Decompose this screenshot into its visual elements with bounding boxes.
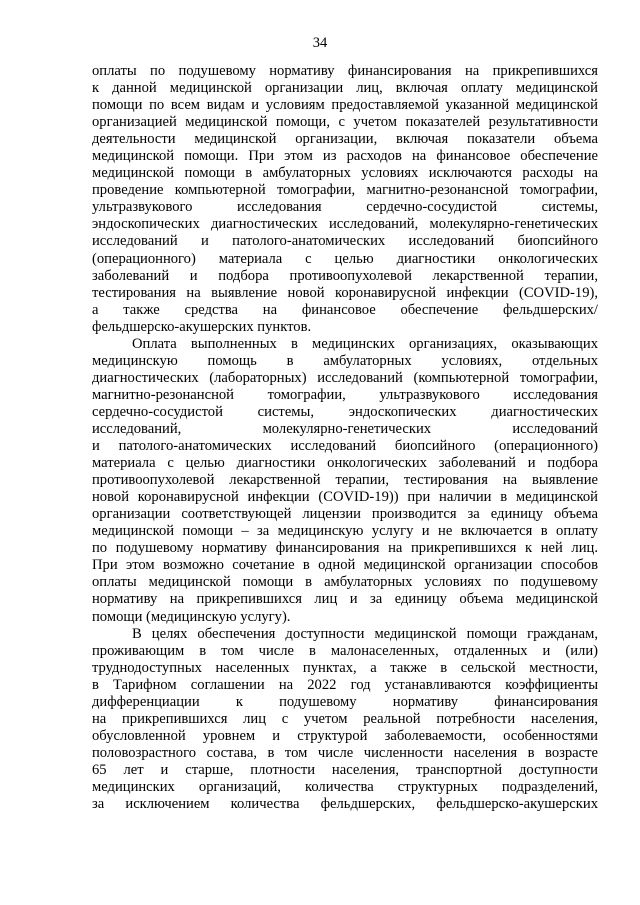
text-line: труднодоступных населенных пунктах, а также в сельской местности, — [92, 659, 598, 676]
text-line: Оплата выполненных в медицинских организациях, оказывающих — [132, 335, 598, 352]
paragraph — [92, 336, 598, 626]
paragraph — [92, 626, 598, 814]
text-line: организации соответствующей лицензии производится за единицу объема — [92, 506, 598, 523]
text-line: организацией медицинской помощи, с учетом показателей результативности — [92, 114, 598, 131]
text-line: деятельности медицинской организации, включая показатели объема — [92, 131, 598, 148]
text-line: к данной медицинской организации лиц, включая оплату медицинской — [92, 80, 598, 97]
text-line: материала с целью диагностики онкологических заболеваний и подбора — [92, 455, 598, 472]
text-line: новой коронавирусной инфекции (COVID-19)) при наличии в медицинской — [92, 489, 598, 506]
text-line: нормативу на прикрепившихся лиц и за единицу объема медицинской — [92, 591, 598, 608]
text-line: В целях обеспечения доступности медицинской помощи гражданам, — [132, 625, 598, 642]
paragraph — [92, 63, 598, 336]
text-line: эндоскопических диагностических исследований, молекулярно-генетических — [92, 216, 598, 233]
text-line: (операционного) материала с целью диагностики онкологических — [92, 250, 598, 267]
text-line: ультразвукового исследования сердечно-сосудистой системы, — [92, 199, 598, 216]
text-line: за исключением количества фельдшерских, фельдшерско-акушерских — [92, 796, 598, 813]
text-line: медицинской помощи. При этом из расходов на финансовое обеспечение — [92, 148, 598, 165]
text-line: медицинскую помощь в амбулаторных условиях, отдельных — [92, 352, 598, 369]
text-line: а также средства на финансовое обеспечение фельдшерских/ — [92, 301, 598, 318]
text-line: оплаты медицинской помощи в амбулаторных условиях по подушевому — [92, 574, 598, 591]
text-line: и патолого-анатомических исследований биопсийного (операционного) — [92, 438, 598, 455]
document-body — [92, 63, 598, 813]
text-line: 65 лет и старше, плотности населения, транспортной доступности — [92, 761, 598, 778]
text-line: проведение компьютерной томографии, магнитно-резонансной томографии, — [92, 182, 598, 199]
text-line: исследований, молекулярно-генетических исследований — [92, 420, 598, 437]
text-line: по подушевому нормативу финансирования на прикрепившихся к ней лиц. — [92, 540, 598, 557]
text-line: диагностических (лабораторных) исследований (компьютерной томографии, — [92, 369, 598, 386]
text-line: медицинских организаций, количества структурных подразделений, — [92, 778, 598, 795]
text-line: сердечно-сосудистой системы, эндоскопических диагностических — [92, 403, 598, 420]
page-number: 34 — [312, 35, 328, 51]
text-line: При этом возможно сочетание в одной медицинской организации способов — [92, 557, 598, 574]
text-line: обусловленной уровнем и структурой заболеваемости, особенностями — [92, 727, 598, 744]
text-line: оплаты по подушевому нормативу финансирования на прикрепившихся — [92, 63, 598, 79]
text-line: помощи (медицинскую услугу). — [92, 608, 291, 625]
text-line: дифференциации к подушевому нормативу финансирования — [92, 693, 598, 710]
text-line: проживающим в том числе в малонаселенных, отдаленных и (или) — [92, 642, 598, 659]
text-line: в Тарифном соглашении на 2022 год устанавливаются коэффициенты — [92, 676, 598, 693]
text-line: медицинской помощи в амбулаторных условиях исключаются расходы на — [92, 165, 598, 182]
text-line: фельдшерско-акушерских пунктов. — [92, 318, 312, 335]
text-line: магнитно-резонансной томографии, ультразвукового исследования — [92, 386, 598, 403]
text-line: помощи по всем видам и условиям предоставляемой указанной медицинской — [92, 97, 598, 114]
text-line: медицинской помощи – за медицинскую услугу и не включается в оплату — [92, 523, 598, 540]
text-line: половозрастного состава, в том числе численности населения в возрасте — [92, 744, 598, 761]
text-line: противоопухолевой лекарственной терапии, тестирования на выявление — [92, 472, 598, 489]
text-line: тестирования на выявление новой коронавирусной инфекции (COVID-19), — [92, 284, 598, 301]
text-line: заболеваний и подбора противоопухолевой лекарственной терапии, — [92, 267, 598, 284]
text-line: исследований и патолого-анатомических исследований биопсийного — [92, 233, 598, 250]
text-line: на прикрепившихся лиц с учетом реальной потребности населения, — [92, 710, 598, 727]
